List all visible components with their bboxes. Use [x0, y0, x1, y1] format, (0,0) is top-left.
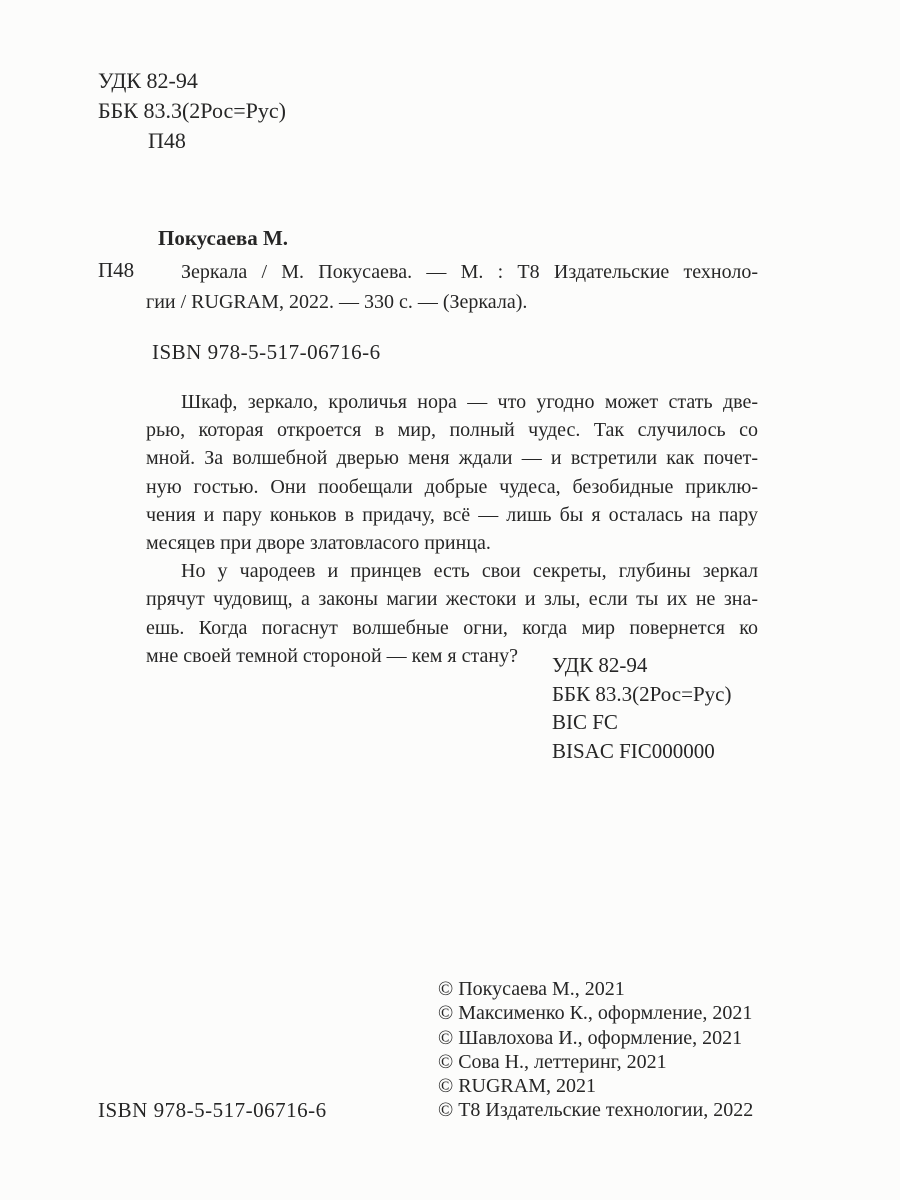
text-line: гии / RUGRAM, 2022. — 330 с. — (Зеркала).	[146, 291, 528, 313]
text-line: © Максименко К., оформление, 2021	[438, 1002, 753, 1025]
text-line: чения и пару коньков в придачу, всё — лишь бы я осталась на пару	[146, 503, 758, 526]
annotation-block	[146, 388, 758, 670]
catalog-entry-author-sign: П48	[98, 258, 135, 282]
isbn-number-top: ISBN 978-5-517-06716-6	[152, 340, 381, 364]
annotation-paragraph-1	[146, 388, 758, 557]
text-line: © RUGRAM, 2021	[438, 1075, 596, 1098]
bbk-code: ББК 83.3(2Рос=Рус)	[98, 98, 286, 123]
text-line: Зеркала / М. Покусаева. — М. : Т8 Издательские техноло-	[181, 261, 758, 283]
text-line: © Сова Н., леттеринг, 2021	[438, 1050, 667, 1073]
text-line: рью, которая откроется в мир, полный чудес. Так случилось со	[146, 419, 758, 442]
text-line: прячут чудовищ, а законы магии жестоки и злы, если ты их не зна-	[146, 588, 758, 611]
text-line: месяцев при дворе златовласого принца.	[146, 532, 491, 555]
text-line: Но у чародеев и принцев есть свои секреты, глубины зеркал	[181, 560, 758, 583]
text-line: BISAC FIC000000	[552, 738, 715, 763]
text-line: мной. За волшебной дверью меня ждали — и встретили как почет-	[146, 447, 758, 470]
text-line: ную гостью. Они пообещали добрые чудеса, безобидные приклю-	[146, 475, 758, 498]
text-line: ББК 83.3(2Рос=Рус)	[552, 681, 732, 706]
text-line: © Т8 Издательские технологии, 2022	[438, 1099, 754, 1122]
text-line: УДК 82-94	[552, 653, 648, 677]
catalog-entry	[146, 257, 758, 317]
text-line: ешь. Когда погаснут волшебные огни, когда мир повернется ко	[146, 616, 758, 639]
catalog-author-name: Покусаева М.	[158, 226, 289, 250]
top-classification-block	[98, 66, 286, 156]
isbn-number-bottom: ISBN 978-5-517-06716-6	[98, 1098, 327, 1122]
text-line: Шкаф, зеркало, кроличья нора — что угодно может стать две-	[181, 391, 758, 413]
text-line: BIC FC	[552, 710, 618, 734]
text-line: мне своей темной стороной — кем я стану?	[146, 644, 518, 667]
classification-codes-block	[552, 651, 731, 765]
udc-code: УДК 82-94	[98, 68, 198, 93]
text-line: © Покусаева М., 2021	[438, 978, 625, 1000]
text-line: © Шавлохова И., оформление, 2021	[438, 1026, 743, 1049]
copyright-block	[438, 977, 753, 1123]
author-sign: П48	[148, 128, 186, 153]
